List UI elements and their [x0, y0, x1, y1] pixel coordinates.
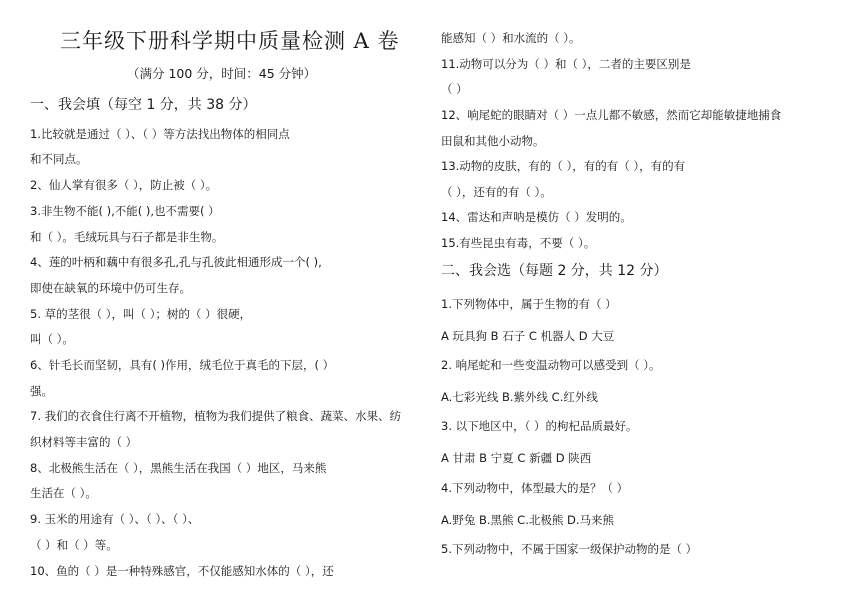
q-line: 14、雷达和声呐是模仿（ ）发明的。: [441, 210, 632, 224]
q-line: 和不同点。: [30, 152, 88, 166]
q-line: 即使在缺氧的环境中仍可生存。: [30, 281, 191, 295]
q-line: （ ）: [441, 82, 468, 96]
q-line: 9. 玉米的用途有（ ）、（ ）、（ ）、: [30, 512, 200, 526]
q-line: 1.比较就是通过（ ）、（ ）等方法找出物体的相同点: [30, 127, 290, 141]
q-line: 15.有些昆虫有毒，不要（ ）。: [441, 236, 596, 250]
q-line: 4.下列动物中，体型最大的是？（ ）: [441, 481, 629, 495]
q-line: 1.下列物体中，属于生物的有（ ）: [441, 297, 617, 311]
q-line: 能感知（ ）和水流的（ ）。: [441, 31, 581, 45]
q-line: 3.非生物不能( ),不能( ),也不需要( ）: [30, 204, 220, 218]
q-line: 强。: [30, 384, 53, 398]
q-line: 4、莲的叶柄和藕中有很多孔,孔与孔彼此相通形成一个( ),: [30, 255, 322, 269]
q-line: 6、针毛长而坚韧，具有( )作用，绒毛位于真毛的下层，( ）: [30, 358, 335, 372]
q-line: 10、鱼的（ ）是一种特殊感官，不仅能感知水体的（ ），还: [30, 564, 334, 578]
q-line: 3. 以下地区中，（ ）的枸杞品质最好。: [441, 419, 638, 433]
q-line: （ ），还有的有（ ）。: [441, 185, 552, 199]
q-line: 12、响尾蛇的眼睛对（ ）一点儿都不敏感，然而它却能敏捷地捕食: [441, 108, 782, 122]
q-line: 7. 我们的衣食住行离不开植物，植物为我们提供了粮食、蔬菜、水果、纺: [30, 409, 402, 423]
q-line: 织材料等丰富的（ ）: [30, 435, 138, 449]
q-line: 2、仙人掌有很多（ ），防止被（ ）。: [30, 178, 218, 192]
q-line: 叫（ ）。: [30, 332, 74, 346]
q-line: （ ）和（ ）等。: [30, 538, 118, 552]
q-line: 生活在（ ）。: [30, 486, 97, 500]
q-line: 8、北极熊生活在（ ），黑熊生活在我国（ ）地区，马来熊: [30, 461, 327, 475]
option-line: A 玩具狗 B 石子 C 机器人 D 大豆: [441, 329, 615, 343]
section1-heading: 一、我会填（每空 1 分，共 38 分）: [30, 97, 257, 113]
q-line: 田鼠和其他小动物。: [441, 134, 545, 148]
option-line: A 甘肃 B 宁夏 C 新疆 D 陕西: [441, 451, 592, 465]
q-line: 5.下列动物中，不属于国家一级保护动物的是（ ）: [441, 542, 698, 556]
q-line: 和（ ）。毛绒玩具与石子都是非生物。: [30, 230, 224, 244]
q-line: 11.动物可以分为（ ）和（ ），二者的主要区别是: [441, 57, 691, 71]
option-line: A.野兔 B.黑熊 C.北极熊 D.马来熊: [441, 513, 615, 527]
q-line: 2. 响尾蛇和一些变温动物可以感受到（ ）。: [441, 358, 661, 372]
q-line: 5. 草的茎很（ ），叫（ ）；树的（ ）很硬，: [30, 307, 252, 321]
option-line: A.七彩光线 B.紫外线 C.红外线: [441, 390, 598, 404]
page-subtitle: （满分 100 分，时间：45 分钟）: [127, 66, 317, 81]
page-title: 三年级下册科学期中质量检测 A 卷: [60, 29, 400, 53]
q-line: 13.动物的皮肤，有的（ ），有的有（ ），有的有: [441, 159, 686, 173]
section2-heading: 二、我会选（每题 2 分，共 12 分）: [441, 263, 668, 279]
